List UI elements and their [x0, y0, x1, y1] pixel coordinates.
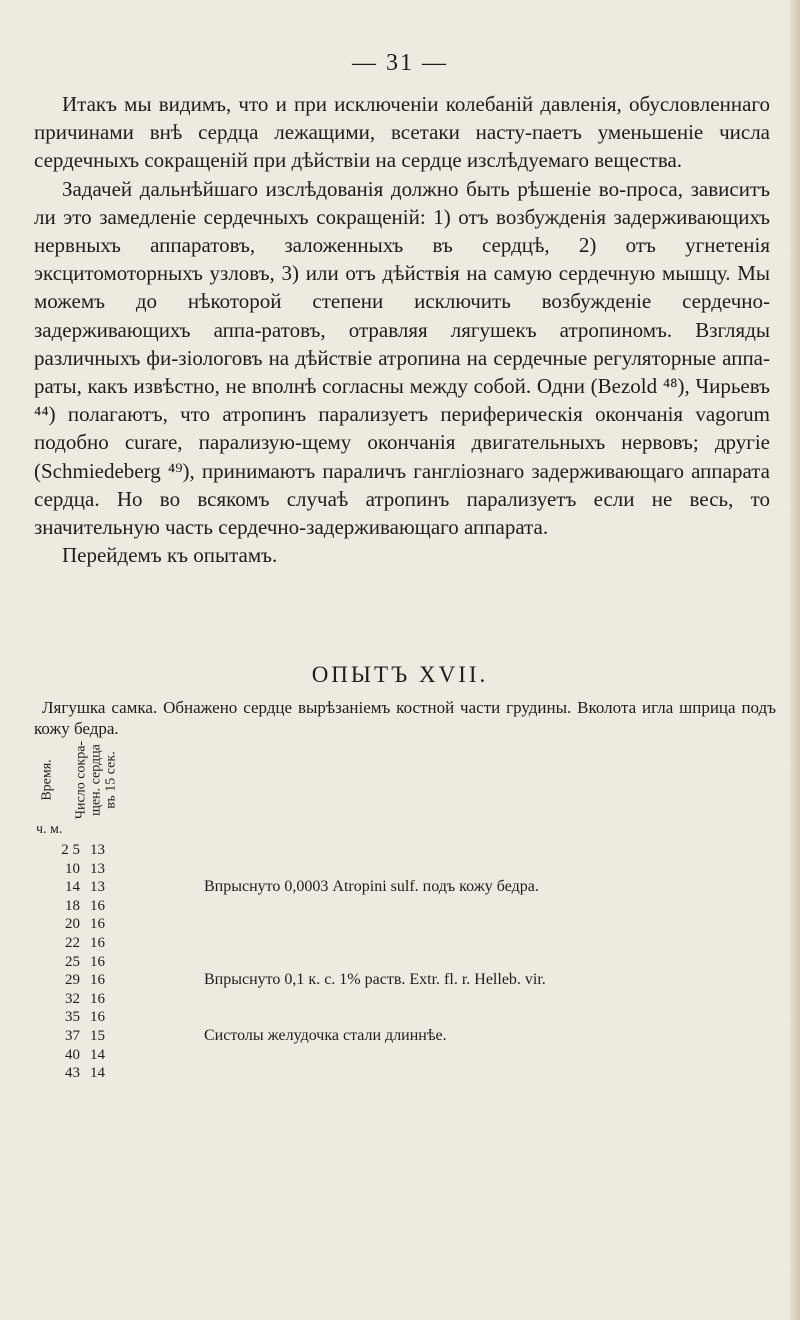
table-row — [36, 971, 776, 990]
header-time-label: Время. — [39, 759, 55, 801]
table-row — [36, 990, 776, 1009]
header-count-label: Число сокра-щен. сердца въ 15 сек. — [73, 740, 119, 820]
time-cell: 10 — [65, 860, 80, 877]
time-cell: 22 — [65, 934, 80, 951]
table-row — [36, 841, 776, 860]
time-cell: 2 5 — [61, 842, 80, 858]
experiment-heading: ОПЫТЪ XVII. — [311, 662, 489, 687]
table-row — [36, 878, 776, 897]
time-cell: 37 — [65, 1027, 80, 1044]
count-cell: 16 — [90, 934, 105, 951]
table-row — [36, 860, 776, 879]
table-row — [36, 897, 776, 916]
time-cell: 40 — [65, 1046, 80, 1063]
count-cell: 16 — [90, 1009, 105, 1026]
count-cell: 13 — [90, 842, 105, 858]
time-units: ч. м. — [36, 822, 63, 837]
time-cell: 14 — [65, 879, 80, 896]
paragraph: Итакъ мы видимъ, что и при исключеніи колебаній давленія, обусловленнаго причинами внѣ сердца лежащими, всетаки насту-паетъ уменьшеніе числа сердечныхъ сокращеній при дѣйствіи на сердце изслѣдуемаго вещества. — [34, 92, 770, 173]
time-cell: 32 — [65, 990, 80, 1007]
count-cell: 14 — [90, 1065, 105, 1082]
count-cell: 14 — [90, 1046, 105, 1063]
table-row — [36, 1046, 776, 1065]
time-cell: 20 — [65, 916, 80, 933]
page-number: — 31 — — [352, 50, 448, 76]
page-edge — [790, 0, 800, 1320]
paragraph: Задачей дальнѣйшаго изслѣдованія должно быть рѣшеніе во-проса, зависитъ ли это замедленіе сердечныхъ сокращеній: 1) отъ возбужденія задерживающихъ нервныхъ аппаратовъ, заложенныхъ въ сердцѣ, 2) отъ угнетенія эксцитомоторныхъ узловъ, 3) или отъ дѣйствія на самую сердечную мышцу. Мы можемъ до нѣкоторой степени исключить возбужденіе сердечно-задерживающихъ аппа-ратовъ, отравляя лягушекъ атропиномъ. Взгляды различныхъ фи-зіологовъ на дѣйствіе атропина на сердечные регуляторные аппа-раты, какъ извѣстно, не вполнѣ согласны между собой. Одни (Bezold ⁴⁸), Чирьевъ ⁴⁴) полагаютъ, что атропинъ парализуетъ периферическія окончанія vagorum подобно curare, парализую-щему окончанія двигательныхъ нервовъ; другіе (Schmiedeberg ⁴⁹), принимаютъ параличъ гангліознаго задерживающаго аппарата сердца. Но во всякомъ случаѣ атропинъ парализуетъ если не весь, то значительную часть сердечно-задерживающаго аппарата. — [34, 176, 770, 540]
count-cell: 16 — [90, 916, 105, 933]
paragraph: Перейдемъ къ опытамъ. — [62, 543, 278, 568]
description-text: Лягушка самка. Обнажено сердце вырѣзаніемъ костной части грудины. Вколота игла шприца подъ кожу бедра. — [34, 698, 776, 738]
count-cell: 13 — [90, 879, 105, 896]
note-cell: Впрыснуто 0,1 к. с. 1% раств. Extr. fl. r. Helleb. vir. — [204, 971, 546, 989]
table-row — [36, 953, 776, 972]
time-cell: 35 — [65, 1009, 80, 1026]
column-header-time — [36, 740, 58, 820]
time-cell: 43 — [65, 1065, 80, 1082]
experiment-description — [34, 697, 776, 739]
observation-table — [36, 841, 776, 1083]
note-cell: Систолы желудочка стали длиннѣе. — [204, 1026, 447, 1044]
table-row — [36, 934, 776, 953]
time-cell: 29 — [65, 972, 80, 989]
table-row — [36, 915, 776, 934]
count-cell: 16 — [90, 953, 105, 970]
time-cell: 18 — [65, 897, 80, 914]
count-cell: 13 — [90, 860, 105, 877]
column-header-count — [64, 740, 128, 820]
count-cell: 16 — [90, 972, 105, 989]
table-row — [36, 1008, 776, 1027]
table-row — [36, 1064, 776, 1083]
time-cell: 25 — [65, 953, 80, 970]
count-cell: 16 — [90, 897, 105, 914]
main-text — [34, 90, 770, 569]
count-cell: 15 — [90, 1027, 105, 1044]
count-cell: 16 — [90, 990, 105, 1007]
note-cell: Впрыснуто 0,0003 Atropini sulf. подъ кожу бедра. — [204, 878, 539, 896]
table-row — [36, 1027, 776, 1046]
